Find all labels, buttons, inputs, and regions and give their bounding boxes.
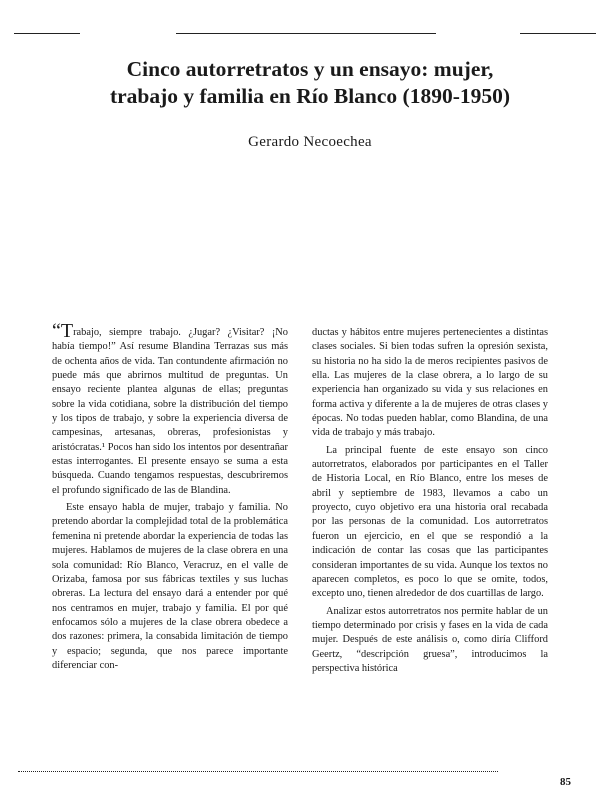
top-middle-rule [176, 33, 436, 34]
left-column [52, 320, 288, 673]
right-paragraph-3: Analizar estos autorretratos nos permite hablar de un tiempo determinado por crisis y fases en la vida de cada mujer. Después de este análisis o, como diría Clifford Geertz, “descripción gruesa”, introducimos la perspectiva histórica [312, 605, 548, 674]
left-paragraph-1-text: rabajo, siempre trabajo. ¿Jugar? ¿Visitar? ¡No había tiempo!” Así resume Blandina Terrazas sus más de ochenta años de vida. Tan contundente afirmación no puede más que abrirnos multitud de preguntas. Un ensayo reciente plantea algunas de ellas; preguntas sobre la vida cotidiana, sobre la distribución del tiempo y los tipos de trabajo, y sobre la experiencia diversa de campesinas, artesanas, obreras, profesionistas y aristócratas.¹ Pocos han sido los intentos por desentrañar estas interrogantes. El presente ensayo se suma a esta búsqueda. Cuando tengamos respuestas, descubriremos el profundo significado de las de Blandina. [52, 327, 288, 496]
page-number: 85 [560, 776, 571, 788]
top-right-rule [520, 33, 596, 34]
title-line-1: Cinco autorretratos y un ensayo: mujer, [126, 57, 494, 81]
author-name: Gerardo Necoechea [248, 134, 372, 150]
right-column [312, 326, 548, 676]
bottom-rule [18, 771, 498, 772]
article-title [60, 56, 560, 110]
left-paragraph-1 [52, 320, 288, 498]
left-paragraph-2: Este ensayo habla de mujer, trabajo y familia. No pretendo abordar la complejidad total de la problemática femenina ni pretende abordar la experiencia de todas las mujeres. Hablamos de mujeres de la clase obrera en una sola comunidad: Río Blanco, Veracruz, en el valle de Orizaba, famosa por sus fábricas textiles y sus luchas obreras. La lectura del ensayo dará a entender por qué nos centramos en mujer, trabajo y familia. El por qué enfocamos sólo a mujeres de la clase obrera obedece a dos razones: primera, la consabida limitación de tiempo y espacio; segunda, que nos parece importante diferenciar con- [52, 502, 288, 671]
right-paragraph-1: ductas y hábitos entre mujeres pertenecientes a distintas clases sociales. Si bien todas sufren la opresión sexista, su historia no ha sido la de meros recipientes pasivos de ella. Las mujeres de la clase obrera, a lo largo de su experiencia han organizado su vida y sus relaciones en forma activa y diferente a la de mujeres de otras clases y épocas. No todas pueden hablar, como Blandina, de una vida de trabajo y más trabajo. [312, 327, 548, 439]
right-paragraph-2: La principal fuente de este ensayo son cinco autorretratos, elaborados por participantes en el Taller de Historia Local, en Río Blanco, entre los meses de abril y septiembre de 1983, llevamos a cabo un proyecto, cuyo objetivo era una historia oral recabada por las personas de la comunidad. Los autorretratos fueron un ejercicio, en el que se respondió a la indicación de contar las cosas que las participantes consideran importantes de su vida. Aunque los textos no aparecen completos, es poco lo que se omite, todos, excepto uno, tienen alrededor de dos cuartillas de largo. [312, 444, 548, 600]
opening-letter: “T [52, 320, 74, 342]
top-left-rule [14, 33, 80, 34]
title-line-2: trabajo y familia en Río Blanco (1890-1950) [109, 84, 511, 108]
